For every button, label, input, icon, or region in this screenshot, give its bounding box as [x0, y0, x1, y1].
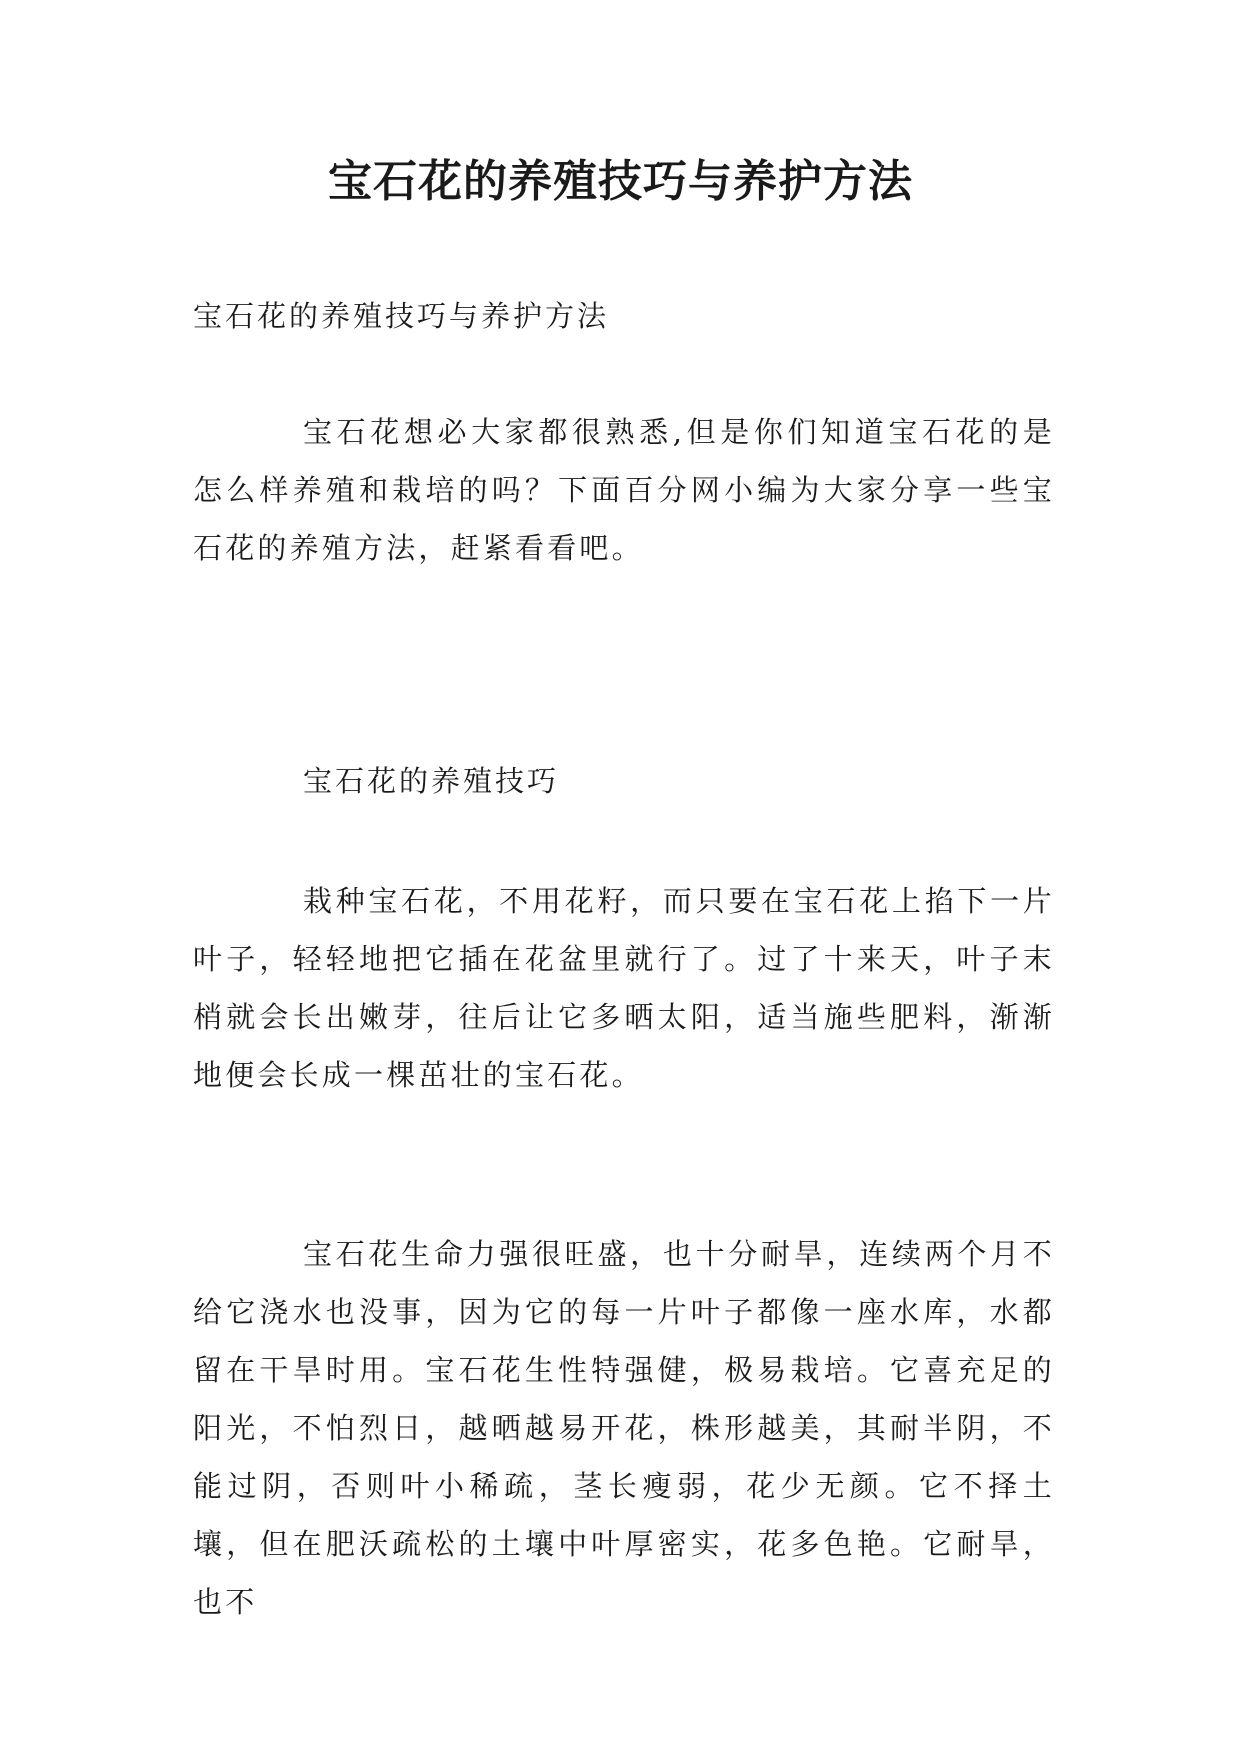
- document-title: 宝石花的养殖技巧与养护方法: [328, 156, 913, 207]
- body-paragraph: 宝石花生命力强很旺盛，也十分耐旱，连续两个月不给它浇水也没事，因为它的每一片叶子都像一座水库，水都留在干旱时用。宝石花生性特强健，极易栽培。它喜充足的阳光，不怕烈日，越晒越易开花，株形越美，其耐半阴，不能过阴，否则叶小稀疏，茎长瘦弱，花少无颜。它不择土壤，但在肥沃疏松的土壤中叶厚密实，花多色艳。它耐旱，也不: [193, 1237, 1055, 1619]
- document-subtitle: 宝石花的养殖技巧与养护方法: [193, 299, 610, 333]
- body-paragraph: 栽种宝石花，不用花籽，而只要在宝石花上掐下一片叶子，轻轻地把它插在花盆里就行了。过了十来天，叶子末梢就会长出嫩芽，往后让它多晒太阳，适当施些肥料，渐渐地便会长成一棵茁壮的宝石花。: [193, 884, 1055, 1092]
- intro-paragraph: 宝石花想必大家都很熟悉,但是你们知道宝石花的是怎么样养殖和栽培的吗？下面百分网小编为大家分享一些宝石花的养殖方法，赶紧看看吧。: [193, 415, 1055, 565]
- section-heading: 宝石花的养殖技巧: [303, 764, 560, 798]
